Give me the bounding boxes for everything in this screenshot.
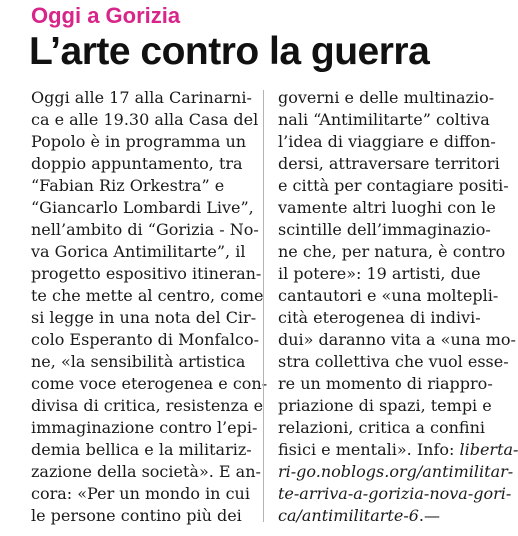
body-line: Popolo è in programma un	[31, 132, 247, 151]
body-line: ne, «la sensibilità artistica	[31, 352, 246, 371]
body-line: doppio appuntamento, tra	[31, 154, 243, 173]
body-line: relazioni, critica a confini	[278, 418, 486, 437]
body-line: nell’ambito di “Gorizia - No-	[31, 220, 259, 239]
article-headline: L’arte contro la guerra	[29, 30, 430, 73]
body-line: va Gorica Antimilitarte”, il	[31, 242, 246, 261]
body-line: governi e delle multinazio-	[278, 88, 495, 107]
body-line: come voce eterogenea e con-	[31, 374, 268, 393]
article-end-mark: .—	[418, 506, 440, 525]
info-link-line: ri-go.noblogs.org/antimilitar-	[278, 462, 514, 481]
body-column-right	[278, 87, 518, 527]
body-line: colo Esperanto di Monfalco-	[31, 330, 260, 349]
body-line: divisa di critica, resistenza e	[31, 396, 264, 415]
info-link-text: liberta-	[459, 440, 518, 459]
body-line: si legge in una nota del Cir-	[31, 308, 257, 327]
body-column-left	[31, 87, 268, 527]
body-line: immaginazione contro l’epi-	[31, 418, 258, 437]
body-text: fisici e mentali». Info:	[278, 440, 460, 459]
body-line: stra collettiva che vuol esse-	[278, 352, 509, 371]
body-line: ca e alle 19.30 alla Casa del	[31, 110, 259, 129]
column-divider	[263, 90, 264, 522]
body-line: Oggi alle 17 alla Carinarni-	[31, 88, 252, 107]
body-line: scintille dell’immaginazio-	[278, 220, 491, 239]
body-line: vamente altri luoghi con le	[278, 198, 496, 217]
body-line: cora: «Per un mondo in cui	[31, 484, 250, 503]
article-kicker: Oggi a Gorizia	[31, 3, 181, 28]
body-line: progetto espositivo itineran-	[31, 264, 262, 283]
body-line: demia bellica e la militariz-	[31, 440, 252, 459]
body-line: ne che, per natura, è contro	[278, 242, 506, 261]
body-line: zazione della società». E an-	[31, 462, 261, 481]
body-line: dersi, attraversare territori	[278, 154, 500, 173]
info-link-text: ca/antimilitarte-6	[278, 506, 419, 525]
body-line: te che mette al centro, come	[31, 286, 264, 305]
body-line	[278, 439, 518, 461]
body-line: dui» daranno vita a «una mo-	[278, 330, 516, 349]
body-line: priazione di spazi, tempi e	[278, 396, 492, 415]
body-line: e città per contagiare positi-	[278, 176, 509, 195]
body-line: “Giancarlo Lombardi Live”,	[31, 198, 254, 217]
body-line: re un momento di riappro-	[278, 374, 493, 393]
info-link-line: te-arriva-a-gorizia-nova-gori-	[278, 484, 512, 503]
body-line: l’idea di viaggiare e diffon-	[278, 132, 496, 151]
body-line: cantautori e «una moltepli-	[278, 286, 499, 305]
body-line	[278, 505, 500, 527]
body-line: nali “Antimilitarte” coltiva	[278, 110, 490, 129]
body-line: il potere»: 19 artisti, due	[278, 264, 481, 283]
body-line: “Fabian Riz Orkestra” e	[31, 176, 225, 195]
body-line: cità eterogenea di indivi-	[278, 308, 481, 327]
body-line: le persone contino più dei	[31, 506, 242, 525]
